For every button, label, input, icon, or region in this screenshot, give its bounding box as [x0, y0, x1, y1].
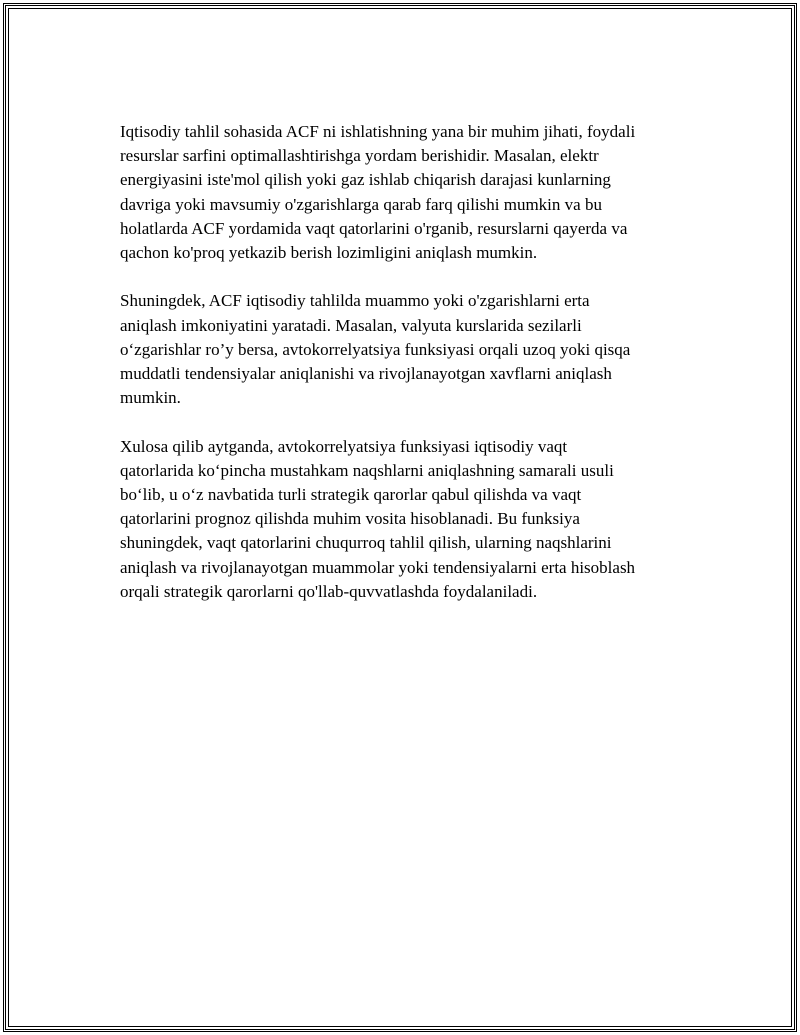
paragraph-2 [120, 289, 682, 410]
text-line: Iqtisodiy tahlil sohasida ACF ni ishlatishning yana bir muhim jihati, foydali [120, 122, 636, 141]
text-line: qachon ko'proq yetkazib berish lozimligini aniqlash mumkin. [120, 243, 538, 263]
text-line: mumkin. [120, 388, 181, 408]
paragraph-1 [120, 120, 682, 265]
text-line: energiyasini iste'mol qilish yoki gaz ishlab chiqarish darajasi kunlarning [120, 170, 611, 190]
text-line: bo‘lib, u o‘z navbatida turli strategik qarorlar qabul qilishda va vaqt [120, 485, 582, 505]
text-line: davriga yoki mavsumiy o'zgarishlarga qarab farq qilishi mumkin va bu [120, 194, 602, 214]
document-page [3, 3, 797, 1032]
text-line: muddatli tendensiyalar aniqlanishi va rivojlanayotgan xavflarni aniqlash [120, 364, 612, 384]
paragraph-3 [120, 435, 682, 604]
text-line: holatlarda ACF yordamida vaqt qatorlarini o'rganib, resurslarni qayerda va [120, 218, 628, 238]
text-line: aniqlash imkoniyatini yaratadi. Masalan, valyuta kurslarida sezilarli [120, 315, 582, 335]
document-body [120, 120, 682, 628]
text-line: resurslar sarfini optimallashtirishga yordam berishidir. Masalan, elektr [120, 146, 599, 166]
text-line: Xulosa qilib aytganda, avtokorrelyatsiya funksiyasi iqtisodiy vaqt [120, 436, 568, 456]
text-line: qatorlarida ko‘pincha mustahkam naqshlarni aniqlashning samarali usuli [120, 460, 614, 480]
text-line: o‘zgarishlar ro’y bersa, avtokorrelyatsiya funksiyasi orqali uzoq yoki qisqa [120, 339, 631, 359]
text-line: Shuningdek, ACF iqtisodiy tahlilda muammo yoki o'zgarishlarni erta [120, 291, 590, 311]
text-line: orqali strategik qarorlarni qo'llab-quvvatlashda foydalaniladi. [120, 581, 538, 601]
text-line: qatorlarini prognoz qilishda muhim vosita hisoblanadi. Bu funksiya [120, 509, 580, 529]
text-line: shuningdek, vaqt qatorlarini chuqurroq tahlil qilish, ularning naqshlarini [120, 533, 612, 553]
text-line: aniqlash va rivojlanayotgan muammolar yoki tendensiyalarni erta hisoblash [120, 557, 636, 577]
